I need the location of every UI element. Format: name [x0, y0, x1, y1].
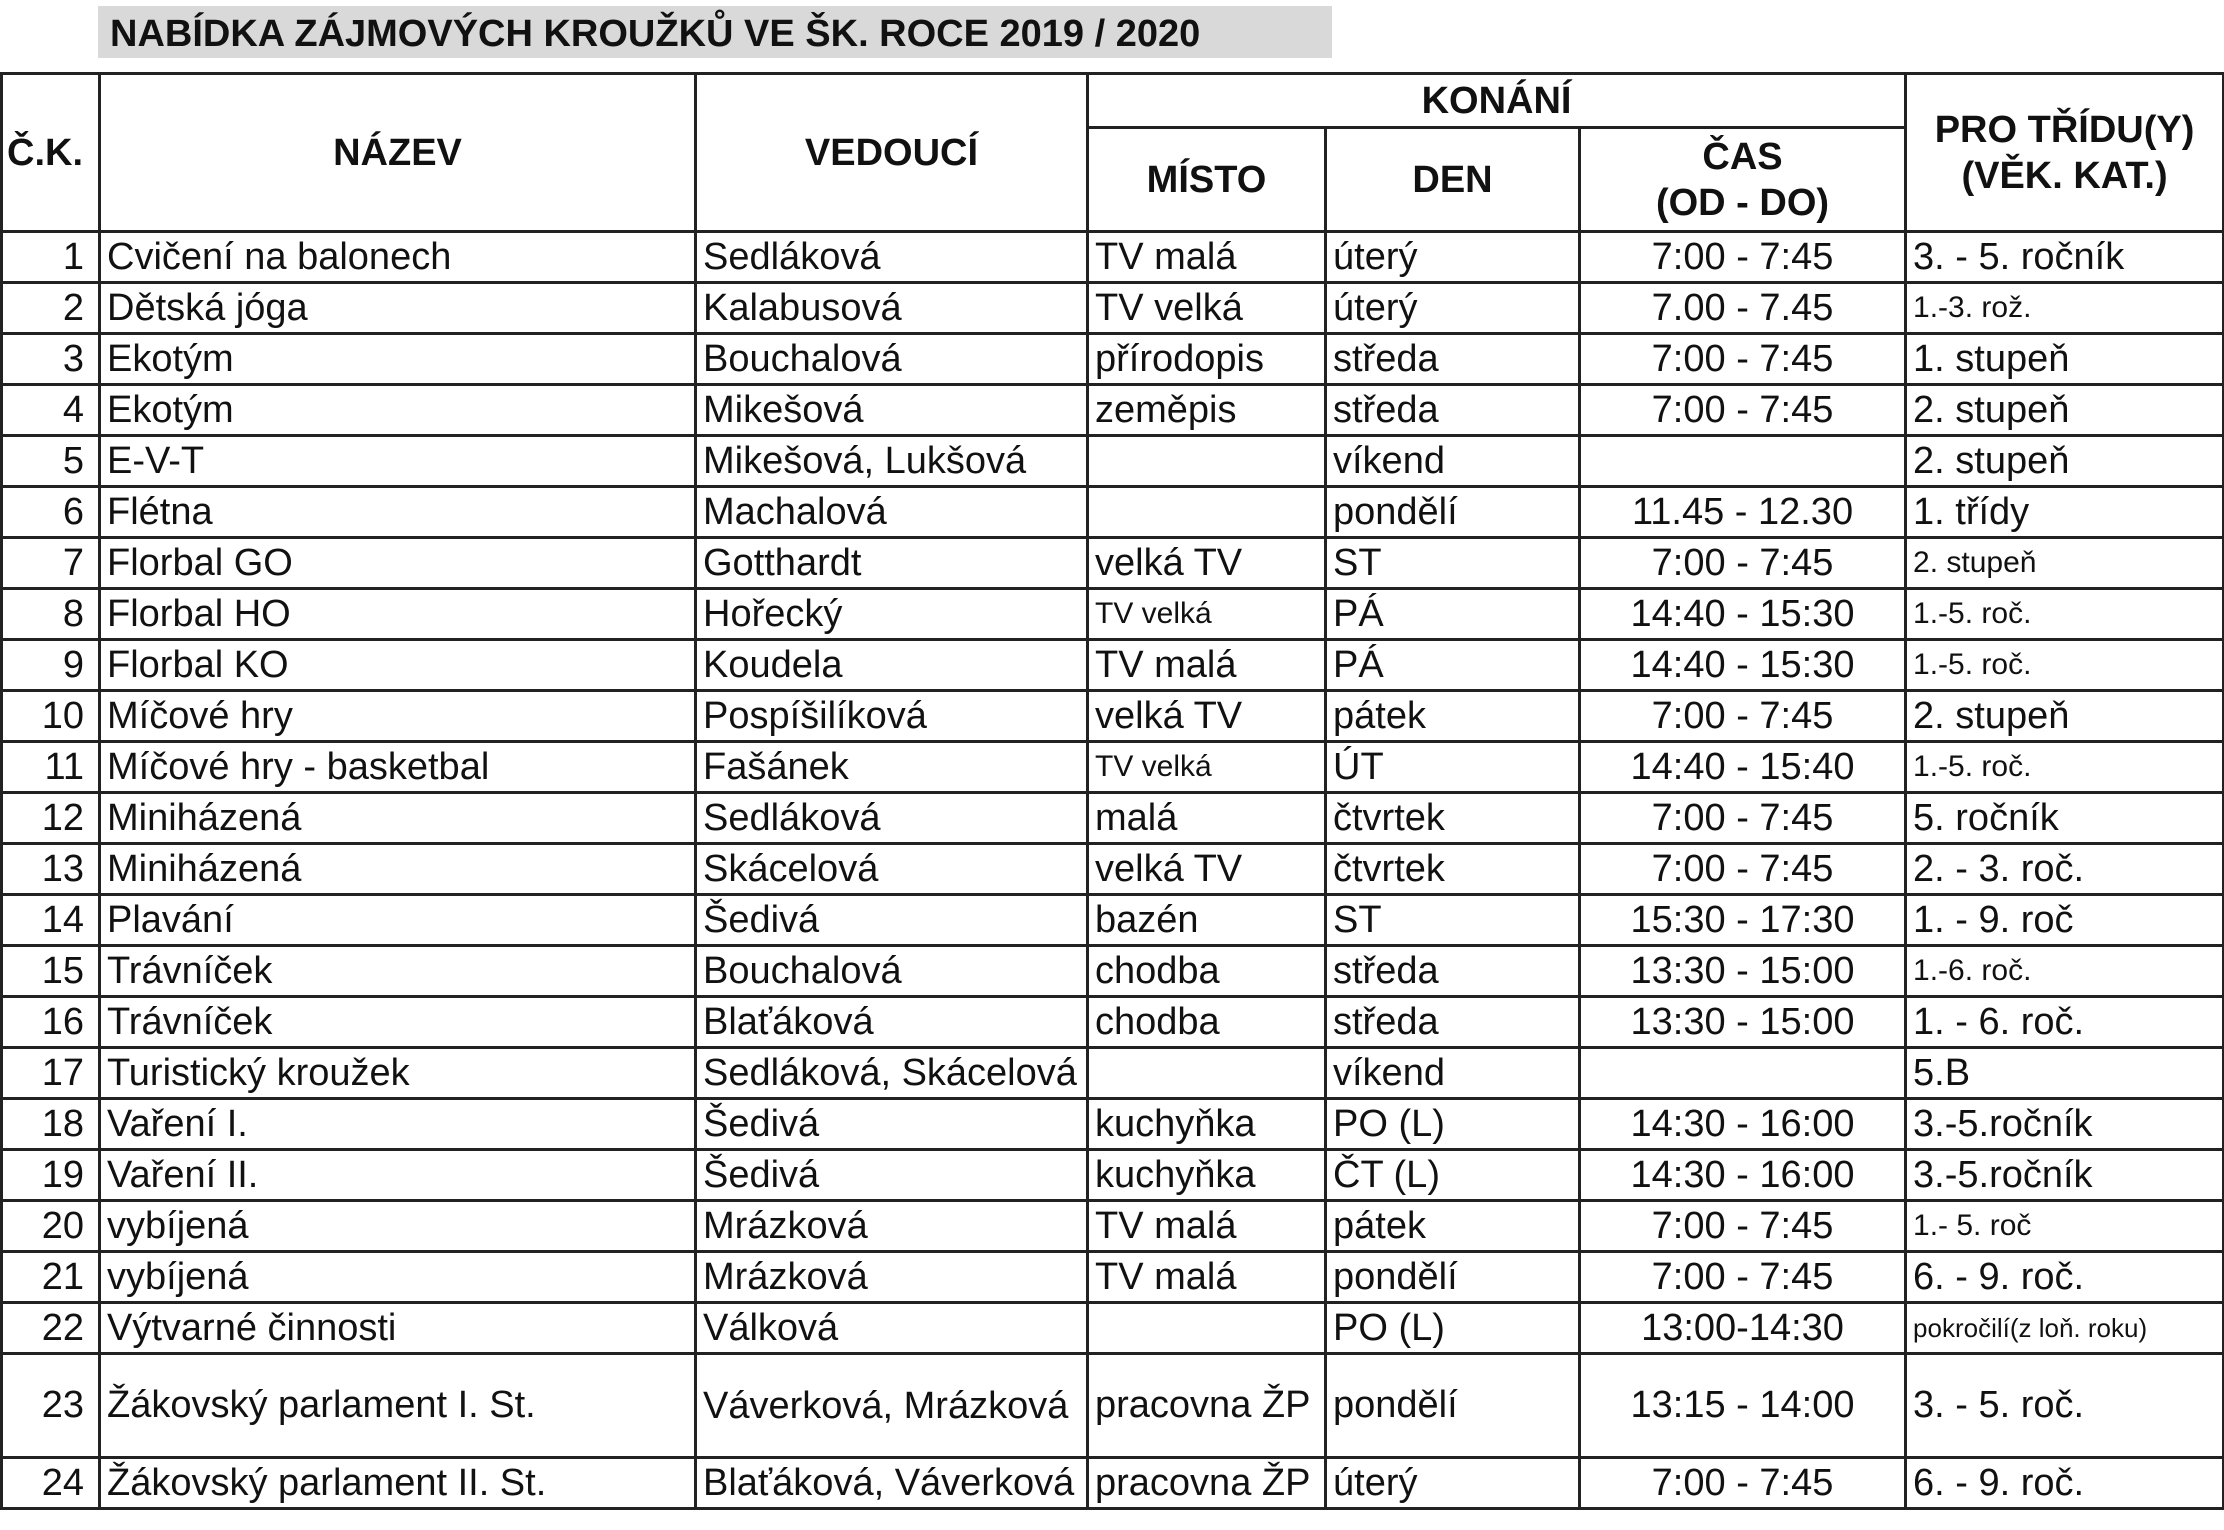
cell-misto [1088, 436, 1326, 487]
cell-misto: velká TV [1088, 538, 1326, 589]
table-row [2, 691, 2224, 742]
cell-den: PO (L) [1326, 1303, 1580, 1354]
cell-nazev: Dětská jóga [100, 283, 696, 334]
cell-ck: 18 [2, 1099, 100, 1150]
cell-nazev: Flétna [100, 487, 696, 538]
cell-ck: 9 [2, 640, 100, 691]
cell-trida: 1. stupeň [1906, 334, 2224, 385]
cell-misto: TV malá [1088, 1252, 1326, 1303]
cell-trida: 1.-5. roč. [1906, 742, 2224, 793]
cell-cas: 7:00 - 7:45 [1580, 1201, 1906, 1252]
cell-trida: 1.-5. roč. [1906, 589, 2224, 640]
cell-vedouci: Sedláková [696, 793, 1088, 844]
cell-den: úterý [1326, 232, 1580, 283]
cell-misto: pracovna ŽP [1088, 1354, 1326, 1458]
cell-cas: 7:00 - 7:45 [1580, 691, 1906, 742]
cell-ck: 21 [2, 1252, 100, 1303]
table-row [2, 487, 2224, 538]
cell-trida: 2. stupeň [1906, 436, 2224, 487]
cell-misto: TV velká [1088, 742, 1326, 793]
cell-vedouci: Blaťáková, Váverková [696, 1458, 1088, 1509]
cell-cas: 7:00 - 7:45 [1580, 232, 1906, 283]
cell-ck: 17 [2, 1048, 100, 1099]
cell-nazev: Florbal GO [100, 538, 696, 589]
cell-vedouci: Bouchalová [696, 946, 1088, 997]
cell-vedouci: Pospíšilíková [696, 691, 1088, 742]
cell-trida: 2. - 3. roč. [1906, 844, 2224, 895]
cell-ck: 14 [2, 895, 100, 946]
cell-vedouci: Gotthardt [696, 538, 1088, 589]
table-row [2, 895, 2224, 946]
cell-den: ST [1326, 538, 1580, 589]
header-misto: MÍSTO [1088, 128, 1326, 232]
cell-trida: 1. - 6. roč. [1906, 997, 2224, 1048]
cell-den: pátek [1326, 1201, 1580, 1252]
cell-cas: 7:00 - 7:45 [1580, 844, 1906, 895]
cell-nazev: Výtvarné činnosti [100, 1303, 696, 1354]
cell-vedouci: Váverková, Mrázková [696, 1354, 1088, 1458]
cell-den: PÁ [1326, 589, 1580, 640]
cell-den: ÚT [1326, 742, 1580, 793]
cell-ck: 3 [2, 334, 100, 385]
cell-cas: 7:00 - 7:45 [1580, 538, 1906, 589]
table-row [2, 1048, 2224, 1099]
cell-ck: 11 [2, 742, 100, 793]
cell-misto: kuchyňka [1088, 1150, 1326, 1201]
cell-misto: TV malá [1088, 1201, 1326, 1252]
cell-cas: 7.00 - 7.45 [1580, 283, 1906, 334]
cell-vedouci: Sedláková, Skácelová [696, 1048, 1088, 1099]
cell-nazev: Vaření I. [100, 1099, 696, 1150]
cell-trida: 1.-3. rož. [1906, 283, 2224, 334]
cell-nazev: Žákovský parlament I. St. [100, 1354, 696, 1458]
table-row [2, 844, 2224, 895]
table-body [2, 232, 2224, 1509]
cell-cas: 7:00 - 7:45 [1580, 385, 1906, 436]
cell-vedouci: Blaťáková [696, 997, 1088, 1048]
cell-den: úterý [1326, 283, 1580, 334]
clubs-table [0, 72, 2224, 1510]
cell-trida: 5.B [1906, 1048, 2224, 1099]
cell-den: čtvrtek [1326, 844, 1580, 895]
cell-misto: velká TV [1088, 844, 1326, 895]
cell-ck: 7 [2, 538, 100, 589]
cell-misto [1088, 487, 1326, 538]
table-row [2, 1099, 2224, 1150]
cell-trida: 1. - 9. roč [1906, 895, 2224, 946]
table-row [2, 334, 2224, 385]
cell-trida: 1.-6. roč. [1906, 946, 2224, 997]
cell-nazev: vybíjená [100, 1201, 696, 1252]
cell-cas: 11.45 - 12.30 [1580, 487, 1906, 538]
cell-trida: pokročilí(z loň. roku) [1906, 1303, 2224, 1354]
header-cas-line1: ČAS [1702, 135, 1783, 178]
cell-misto: pracovna ŽP [1088, 1458, 1326, 1509]
cell-misto: přírodopis [1088, 334, 1326, 385]
cell-nazev: Turistický kroužek [100, 1048, 696, 1099]
cell-nazev: Míčové hry - basketbal [100, 742, 696, 793]
cell-den: čtvrtek [1326, 793, 1580, 844]
table-row [2, 793, 2224, 844]
cell-misto [1088, 1303, 1326, 1354]
header-ck: Č.K. [2, 74, 100, 232]
cell-ck: 6 [2, 487, 100, 538]
cell-ck: 23 [2, 1354, 100, 1458]
cell-nazev: Plavání [100, 895, 696, 946]
cell-den: pondělí [1326, 487, 1580, 538]
cell-cas: 13:00-14:30 [1580, 1303, 1906, 1354]
cell-vedouci: Kalabusová [696, 283, 1088, 334]
cell-cas: 13:30 - 15:00 [1580, 997, 1906, 1048]
cell-misto: chodba [1088, 997, 1326, 1048]
cell-nazev: Vaření II. [100, 1150, 696, 1201]
table-row [2, 385, 2224, 436]
cell-nazev: Trávníček [100, 946, 696, 997]
cell-trida: 6. - 9. roč. [1906, 1252, 2224, 1303]
cell-trida: 3.-5.ročník [1906, 1099, 2224, 1150]
cell-vedouci: Šedivá [696, 895, 1088, 946]
cell-cas: 7:00 - 7:45 [1580, 1458, 1906, 1509]
page-title: NABÍDKA ZÁJMOVÝCH KROUŽKŮ VE ŠK. ROCE 2019 / 2020 [98, 6, 1332, 58]
cell-ck: 19 [2, 1150, 100, 1201]
cell-cas [1580, 1048, 1906, 1099]
table-row [2, 1303, 2224, 1354]
cell-cas: 14:30 - 16:00 [1580, 1099, 1906, 1150]
cell-nazev: Cvičení na balonech [100, 232, 696, 283]
cell-cas: 15:30 - 17:30 [1580, 895, 1906, 946]
table-row [2, 1354, 2224, 1458]
table-row [2, 1458, 2224, 1509]
cell-trida: 2. stupeň [1906, 538, 2224, 589]
cell-vedouci: Mrázková [696, 1201, 1088, 1252]
cell-vedouci: Mikešová, Lukšová [696, 436, 1088, 487]
cell-misto: TV malá [1088, 640, 1326, 691]
cell-cas: 7:00 - 7:45 [1580, 334, 1906, 385]
table-row [2, 589, 2224, 640]
cell-cas: 14:40 - 15:30 [1580, 640, 1906, 691]
cell-vedouci: Sedláková [696, 232, 1088, 283]
cell-ck: 13 [2, 844, 100, 895]
cell-nazev: Florbal HO [100, 589, 696, 640]
cell-nazev: Trávníček [100, 997, 696, 1048]
cell-cas: 7:00 - 7:45 [1580, 1252, 1906, 1303]
table-row [2, 538, 2224, 589]
cell-den: úterý [1326, 1458, 1580, 1509]
cell-trida: 3.-5.ročník [1906, 1150, 2224, 1201]
cell-den: PO (L) [1326, 1099, 1580, 1150]
cell-nazev: Miniházená [100, 793, 696, 844]
cell-ck: 24 [2, 1458, 100, 1509]
table-row [2, 283, 2224, 334]
cell-trida: 2. stupeň [1906, 385, 2224, 436]
cell-cas: 14:40 - 15:30 [1580, 589, 1906, 640]
cell-den: víkend [1326, 436, 1580, 487]
cell-trida: 1.- 5. roč [1906, 1201, 2224, 1252]
header-cas-line2: (OD - DO) [1655, 181, 1830, 224]
cell-nazev: E-V-T [100, 436, 696, 487]
cell-vedouci: Šedivá [696, 1150, 1088, 1201]
cell-trida: 2. stupeň [1906, 691, 2224, 742]
cell-den: pondělí [1326, 1252, 1580, 1303]
cell-ck: 15 [2, 946, 100, 997]
cell-trida: 3. - 5. ročník [1906, 232, 2224, 283]
cell-nazev: Ekotým [100, 385, 696, 436]
cell-den: středa [1326, 997, 1580, 1048]
cell-nazev: Miniházená [100, 844, 696, 895]
cell-ck: 2 [2, 283, 100, 334]
cell-cas: 14:30 - 16:00 [1580, 1150, 1906, 1201]
cell-misto [1088, 1048, 1326, 1099]
cell-vedouci: Koudela [696, 640, 1088, 691]
cell-den: ST [1326, 895, 1580, 946]
cell-misto: bazén [1088, 895, 1326, 946]
cell-vedouci: Mikešová [696, 385, 1088, 436]
table-row [2, 232, 2224, 283]
cell-den: pondělí [1326, 1354, 1580, 1458]
cell-vedouci: Šedivá [696, 1099, 1088, 1150]
cell-trida: 3. - 5. roč. [1906, 1354, 2224, 1458]
header-pro-tridu-line1: PRO TŘÍDU(Y) [1934, 108, 2195, 151]
cell-den: víkend [1326, 1048, 1580, 1099]
table-row [2, 742, 2224, 793]
cell-trida: 6. - 9. roč. [1906, 1458, 2224, 1509]
cell-den: ČT (L) [1326, 1150, 1580, 1201]
cell-ck: 20 [2, 1201, 100, 1252]
cell-trida: 1.-5. roč. [1906, 640, 2224, 691]
cell-cas: 13:15 - 14:00 [1580, 1354, 1906, 1458]
cell-cas: 7:00 - 7:45 [1580, 793, 1906, 844]
cell-cas: 14:40 - 15:40 [1580, 742, 1906, 793]
header-pro-tridu [1906, 74, 2224, 232]
cell-trida: 1. třídy [1906, 487, 2224, 538]
cell-ck: 5 [2, 436, 100, 487]
cell-den: středa [1326, 946, 1580, 997]
cell-vedouci: Hořecký [696, 589, 1088, 640]
cell-nazev: Žákovský parlament II. St. [100, 1458, 696, 1509]
cell-ck: 12 [2, 793, 100, 844]
cell-misto: zeměpis [1088, 385, 1326, 436]
cell-vedouci: Bouchalová [696, 334, 1088, 385]
cell-ck: 16 [2, 997, 100, 1048]
cell-den: PÁ [1326, 640, 1580, 691]
cell-trida: 5. ročník [1906, 793, 2224, 844]
header-den: DEN [1326, 128, 1580, 232]
cell-den: pátek [1326, 691, 1580, 742]
table-row [2, 997, 2224, 1048]
cell-misto: chodba [1088, 946, 1326, 997]
cell-misto: malá [1088, 793, 1326, 844]
table-row [2, 1201, 2224, 1252]
header-cas [1580, 128, 1906, 232]
cell-den: středa [1326, 385, 1580, 436]
cell-misto: kuchyňka [1088, 1099, 1326, 1150]
cell-ck: 8 [2, 589, 100, 640]
header-konani: KONÁNÍ [1088, 74, 1906, 128]
header-pro-tridu-line2: (VĚK. KAT.) [1961, 154, 2168, 197]
cell-nazev: Míčové hry [100, 691, 696, 742]
cell-misto: TV malá [1088, 232, 1326, 283]
cell-ck: 10 [2, 691, 100, 742]
cell-vedouci: Mrázková [696, 1252, 1088, 1303]
table-row [2, 436, 2224, 487]
table-row [2, 1252, 2224, 1303]
cell-ck: 1 [2, 232, 100, 283]
cell-misto: TV velká [1088, 283, 1326, 334]
cell-vedouci: Skácelová [696, 844, 1088, 895]
cell-vedouci: Fašánek [696, 742, 1088, 793]
table-row [2, 1150, 2224, 1201]
cell-nazev: vybíjená [100, 1252, 696, 1303]
cell-vedouci: Válková [696, 1303, 1088, 1354]
cell-cas: 13:30 - 15:00 [1580, 946, 1906, 997]
cell-cas [1580, 436, 1906, 487]
cell-misto: TV velká [1088, 589, 1326, 640]
cell-nazev: Florbal KO [100, 640, 696, 691]
table-row [2, 640, 2224, 691]
header-vedouci: VEDOUCÍ [696, 74, 1088, 232]
cell-nazev: Ekotým [100, 334, 696, 385]
cell-vedouci: Machalová [696, 487, 1088, 538]
cell-ck: 22 [2, 1303, 100, 1354]
cell-misto: velká TV [1088, 691, 1326, 742]
header-nazev: NÁZEV [100, 74, 696, 232]
table-row [2, 946, 2224, 997]
cell-den: středa [1326, 334, 1580, 385]
cell-ck: 4 [2, 385, 100, 436]
